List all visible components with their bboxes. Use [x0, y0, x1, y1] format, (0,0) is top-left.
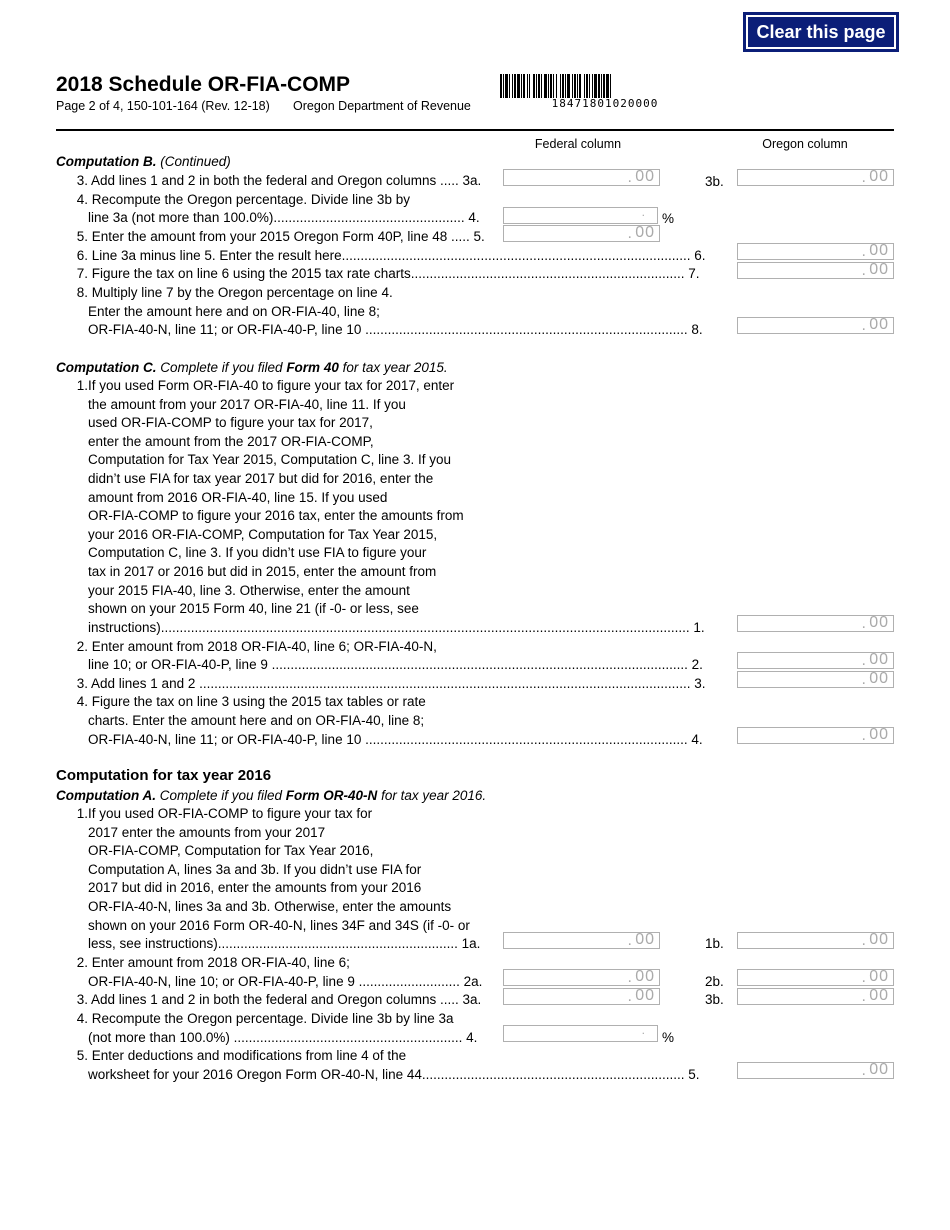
comp-2016-line-5-cont: worksheet for your 2016 Oregon Form OR-40-N, line 44...................................................................... 5.	[88, 1067, 700, 1082]
comp-b-percentage-field[interactable]: .	[503, 207, 658, 224]
text-line: Computation C, line 3. If you didn’t use FIA to figure your	[88, 545, 427, 561]
comp-2016-line-2: 2. Enter amount from 2018 OR-FIA-40, line 6;	[76, 955, 350, 970]
text-line: OR-FIA-COMP to figure your 2016 tax, enter the amounts from	[88, 508, 464, 524]
barcode-bar	[601, 74, 602, 98]
barcode-bar	[572, 74, 573, 98]
comp-c-line-4: 4. Figure the tax on line 3 using the 2015 tax tables or rate	[76, 694, 426, 709]
barcode-bar	[553, 74, 554, 98]
text-line: used OR-FIA-COMP to figure your tax for 2017,	[88, 415, 373, 431]
text-line: Computation A, lines 3a and 3b. If you didn’t use FIA for	[88, 861, 422, 877]
comp-2016-3b-field[interactable]: . 00	[737, 988, 894, 1005]
comp-c-2-field[interactable]: . 00	[737, 652, 894, 669]
comp-b-line-8-cont2: OR-FIA-40-N, line 11; or OR-FIA-40-P, line 10 ...................................................................................... 8.	[88, 322, 703, 337]
text-line: If you used OR-FIA-COMP to figure your tax for	[88, 806, 373, 821]
comp-b-8-field[interactable]: . 00	[737, 317, 894, 334]
comp-2016-line-1-num: 1.	[76, 806, 88, 821]
barcode-bar	[565, 74, 566, 98]
text-line: the amount from your 2017 OR-FIA-40, line 11. If you	[88, 396, 406, 412]
text-line: shown on your 2015 Form 40, line 21 (if -0- or less, see	[88, 601, 419, 617]
text-line: 2017 enter the amounts from your 2017	[88, 824, 326, 840]
barcode-bar	[594, 74, 597, 98]
comp-b-line-8: 8. Multiply line 7 by the Oregon percentage on line 4.	[76, 285, 393, 300]
comp-2016-1b-field[interactable]: . 00	[737, 932, 894, 949]
barcode-bar	[505, 74, 508, 98]
barcode-bar	[606, 74, 609, 98]
comp-2016-5-field[interactable]: . 00	[737, 1062, 894, 1079]
text-line: didn’t use FIA for tax year 2017 but did for 2016, enter the	[88, 471, 434, 486]
text-line: OR-FIA-40-N, lines 3a and 3b. Otherwise, enter the amounts	[88, 899, 452, 914]
comp-b-line-3: 3. Add lines 1 and 2 in both the federal and Oregon columns ..... 3a.	[76, 173, 482, 188]
barcode-bar	[610, 74, 611, 98]
text-line: enter the amount from the 2017 OR-FIA-COMP,	[88, 433, 374, 449]
comp-2016-line-2-cont: OR-FIA-40-N, line 10; or OR-FIA-40-P, line 9 ........................... 2a.	[88, 974, 483, 989]
oregon-column-header: Oregon column	[762, 137, 848, 151]
percent-sign: %	[662, 211, 675, 226]
comp-c-3-field[interactable]: . 00	[737, 671, 894, 688]
barcode-bar	[603, 74, 605, 98]
text-line: shown on your 2016 Form OR-40-N, lines 34F and 34S (if -0- or	[88, 917, 470, 933]
comp-c-line-4-cont2: OR-FIA-40-N, line 11; or OR-FIA-40-P, line 10 ...................................................................................... 4.	[88, 732, 703, 747]
comp-2016-3b-label: 3b.	[705, 992, 724, 1007]
barcode-bar	[567, 74, 570, 98]
barcode-bar	[592, 74, 593, 98]
federal-column-header: Federal column	[534, 137, 622, 151]
barcode-bar	[560, 74, 561, 98]
barcode-bar	[556, 74, 557, 98]
comp-2016-1a-field[interactable]: . 00	[503, 932, 660, 949]
barcode-bar	[514, 74, 516, 98]
comp-b-line-8-cont1: Enter the amount here and on OR-FIA-40, line 8;	[88, 304, 380, 319]
comp-b-5-field[interactable]: . 00	[503, 225, 660, 242]
comp-2016-2b-field[interactable]: . 00	[737, 969, 894, 986]
text-line: Computation for Tax Year 2015, Computation C, line 3. If you	[88, 452, 451, 468]
text-line: If you used Form OR-FIA-40 to figure your tax for 2017, enter	[88, 378, 455, 393]
barcode-bar	[509, 74, 510, 98]
comp-b-3a-field[interactable]: . 00	[503, 169, 660, 186]
barcode-bar	[536, 74, 537, 98]
barcode-bar	[529, 74, 530, 98]
comp-b-line-6: 6. Line 3a minus line 5. Enter the result here............................................................................................. 6.	[76, 248, 706, 263]
barcode-bar	[577, 74, 578, 98]
barcode-bar	[579, 74, 581, 98]
barcode-bar	[503, 74, 504, 98]
barcode-bar	[584, 74, 585, 98]
barcode-bar	[500, 74, 502, 98]
comp-b-6-field[interactable]: . 00	[737, 243, 894, 260]
barcode-bar	[574, 74, 576, 98]
comp-2016-percentage-field[interactable]: .	[503, 1025, 658, 1042]
text-line: tax in 2017 or 2016 but did in 2015, enter the amount from	[88, 564, 437, 579]
barcode-bar	[517, 74, 520, 98]
barcode-bar	[562, 74, 564, 98]
form-title: 2018 Schedule OR-FIA-COMP	[56, 73, 351, 96]
percent-sign-2016: %	[662, 1030, 675, 1045]
comp-b-line-4-cont: line 3a (not more than 100.0%)................................................... 4.	[88, 210, 480, 225]
barcode-bar	[550, 74, 552, 98]
comp-b-line-4: 4. Recompute the Oregon percentage. Divide line 3b by	[76, 192, 410, 207]
barcode-number: 18471801020000	[551, 97, 659, 110]
comp-c-4-field[interactable]: . 00	[737, 727, 894, 744]
text-line: your 2016 OR-FIA-COMP, Computation for Tax Year 2015,	[88, 526, 438, 542]
comp-c-heading: Computation C. Complete if you filed Form 40 for tax year 2015.	[56, 360, 448, 375]
barcode-bar	[589, 74, 590, 98]
comp-2016-line-4: 4. Recompute the Oregon percentage. Divide line 3b by line 3a	[76, 1011, 454, 1026]
comp-c-line-3: 3. Add lines 1 and 2 ................................................................................................................................... 3.	[76, 676, 706, 691]
barcode-bar	[521, 74, 522, 98]
barcode-bar	[533, 74, 535, 98]
barcode-image	[500, 74, 710, 98]
barcode-bar	[538, 74, 540, 98]
comp-c-line-1-num: 1.	[76, 378, 88, 393]
barcode-bar	[544, 74, 547, 98]
barcode-bar	[548, 74, 549, 98]
comp-2016-line-3: 3. Add lines 1 and 2 in both the federal and Oregon columns ..... 3a.	[76, 992, 482, 1007]
comp-2016-2b-label: 2b.	[705, 974, 724, 989]
department-name: Oregon Department of Revenue	[293, 99, 471, 113]
comp-c-1-field[interactable]: . 00	[737, 615, 894, 632]
comp-c-line-4-cont1: charts. Enter the amount here and on OR-FIA-40, line 8;	[88, 713, 425, 728]
section-title-2016: Computation for tax year 2016	[56, 767, 272, 784]
text-line: your 2015 FIA-40, line 3. Otherwise, enter the amount	[88, 582, 410, 598]
comp-2016-a-heading: Computation A. Complete if you filed Form OR-40-N for tax year 2016.	[56, 788, 487, 803]
text-line: amount from 2016 OR-FIA-40, line 15. If you used	[88, 489, 388, 505]
comp-c-line-2-cont: line 10; or OR-FIA-40-P, line 9 ............................................................................................................... 2.	[88, 657, 703, 672]
comp-2016-3a-field[interactable]: . 00	[503, 988, 660, 1005]
comp-2016-line-5: 5. Enter deductions and modifications from line 4 of the	[76, 1048, 407, 1063]
barcode-bar	[523, 74, 525, 98]
text-line: 2017 but did in 2016, enter the amounts from your 2016	[88, 880, 422, 896]
text-line: less, see instructions)................................................................ 1a.	[88, 936, 481, 952]
header-divider	[56, 129, 894, 131]
text-line: OR-FIA-COMP, Computation for Tax Year 2016,	[88, 843, 374, 859]
barcode-bar	[541, 74, 542, 98]
form-subtitle: Page 2 of 4, 150-101-164 (Rev. 12-18)	[56, 99, 270, 113]
barcode-bar	[598, 74, 600, 98]
comp-b-line-7: 7. Figure the tax on line 6 using the 2015 tax rate charts......................................................................... 7.	[76, 266, 700, 281]
comp-b-3b-field[interactable]: . 00	[737, 169, 894, 186]
comp-b-7-field[interactable]: . 00	[737, 262, 894, 279]
barcode-bar	[527, 74, 528, 98]
barcode-bar	[586, 74, 588, 98]
comp-b-3b-label: 3b.	[705, 174, 724, 189]
comp-2016-1b-label: 1b.	[705, 936, 724, 951]
comp-2016-2a-field[interactable]: . 00	[503, 969, 660, 986]
comp-c-line-2: 2. Enter amount from 2018 OR-FIA-40, line 6; OR-FIA-40-N,	[76, 639, 437, 654]
barcode-bar	[512, 74, 513, 98]
clear-page-button[interactable]: Clear this page	[744, 13, 898, 51]
comp-2016-line-4-cont: (not more than 100.0%) ............................................................. 4.	[88, 1030, 478, 1045]
comp-b-heading: Computation B. (Continued)	[56, 154, 231, 169]
comp-b-line-5: 5. Enter the amount from your 2015 Oregon Form 40P, line 48 ..... 5.	[76, 229, 485, 244]
text-line: instructions)............................................................................................................................................. 1.	[88, 619, 705, 635]
